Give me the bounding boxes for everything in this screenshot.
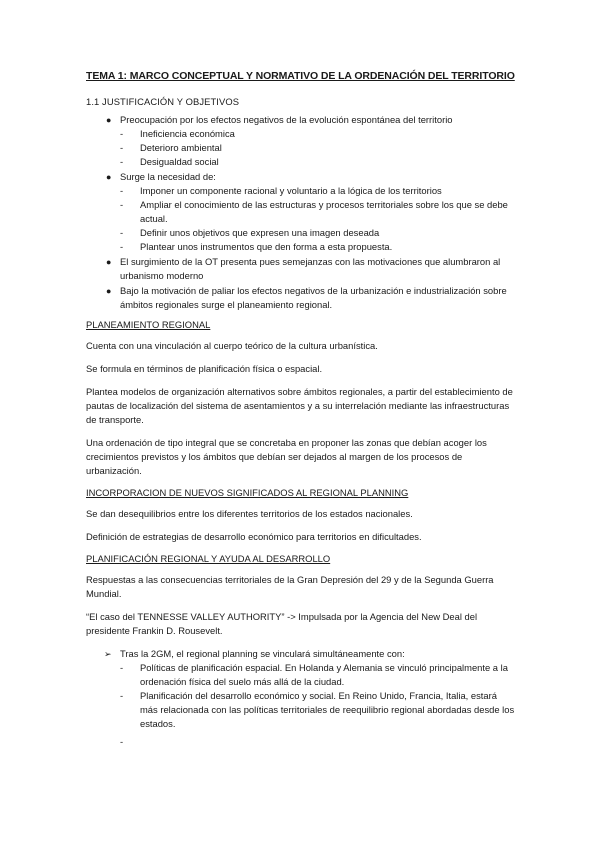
paragraph: Una ordenación de tipo integral que se concretaba en proponer las zonas que debían acoger los crecimientos previstos y los ámbitos que debían ser dejados al margen de los procesos de urbanización. bbox=[86, 437, 487, 476]
dash-icon: - bbox=[120, 227, 124, 238]
dash-icon: - bbox=[120, 241, 124, 252]
dash-icon: - bbox=[120, 185, 124, 196]
sub-list-item bbox=[120, 127, 516, 141]
sub-list bbox=[120, 127, 516, 169]
paragraph: Se formula en términos de planificación física o espacial. bbox=[86, 363, 323, 374]
dash-icon: - bbox=[120, 128, 124, 139]
list-item-text: Preocupación por los efectos negativos de la evolución espontánea del territorio bbox=[120, 114, 453, 125]
sub-list-item bbox=[120, 661, 516, 689]
objectives-list bbox=[86, 113, 516, 312]
sub-list bbox=[120, 661, 516, 747]
sub-list-item bbox=[120, 184, 516, 198]
sub-list-item-text: Ineficiencia económica bbox=[140, 128, 235, 139]
paragraph: Cuenta con una vinculación al cuerpo teórico de la cultura urbanística. bbox=[86, 340, 378, 351]
list-item bbox=[86, 284, 516, 312]
sub-list-item bbox=[120, 141, 516, 155]
document-title: TEMA 1: MARCO CONCEPTUAL Y NORMATIVO DE LA ORDENACIÓN DEL TERRITORIO bbox=[86, 70, 515, 82]
dash-icon: - bbox=[120, 662, 124, 673]
sub-list-item bbox=[120, 226, 516, 240]
bullet-icon: ● bbox=[106, 172, 112, 182]
bullet-icon: ● bbox=[106, 286, 112, 296]
list-item bbox=[86, 170, 516, 254]
sub-list-item bbox=[120, 155, 516, 169]
sub-list bbox=[120, 184, 516, 254]
sub-list-item bbox=[120, 240, 516, 254]
list-item-text: El surgimiento de la OT presenta pues semejanzas con las motivaciones que alumbraron al urbanismo moderno bbox=[120, 256, 501, 281]
section-heading-planificacion-regional: PLANIFICACIÓN REGIONAL Y AYUDA AL DESARROLLO bbox=[86, 553, 331, 564]
dash-icon: - bbox=[120, 690, 124, 701]
sub-list-item-text: Definir unos objetivos que expresen una imagen deseada bbox=[140, 227, 380, 238]
paragraph: “El caso del TENNESSE VALLEY AUTHORITY” -> Impulsada por la Agencia del New Deal del presidente Frankin D. Rousevelt. bbox=[86, 611, 478, 636]
paragraph: Se dan desequilibrios entre los diferentes territorios de los estados nacionales. bbox=[86, 508, 413, 519]
sub-list-item-text: Desigualdad social bbox=[140, 156, 219, 167]
bullet-icon: ● bbox=[106, 115, 112, 125]
list-item-text: Surge la necesidad de: bbox=[120, 171, 216, 182]
sub-list-item-text: Imponer un componente racional y voluntario a la lógica de los territorios bbox=[140, 185, 442, 196]
dash-icon: - bbox=[120, 736, 124, 747]
list-item bbox=[86, 255, 516, 283]
bullet-icon: ● bbox=[106, 257, 112, 267]
sub-list-item-text: Deterioro ambiental bbox=[140, 142, 222, 153]
sub-list-item-text: Ampliar el conocimiento de las estructuras y procesos territoriales sobre los que se debe actual. bbox=[140, 199, 508, 224]
document-page bbox=[86, 70, 516, 747]
paragraph: Plantea modelos de organización alternativos sobre ámbitos regionales, a partir del establecimiento de pautas de localización del sistema de asentamientos y a su interrelación mediante las infraestructuras de transporte. bbox=[86, 386, 513, 425]
dash-icon: - bbox=[120, 199, 124, 210]
list-item bbox=[86, 113, 516, 169]
sub-list-item-text: Planificación del desarrollo económico y social. En Reino Unido, Francia, Italia, estará más relacionada con las políticas territoriales de reequilibrio regional abordadas desde los estados. bbox=[140, 690, 515, 729]
arrow-bullet-icon: ➢ bbox=[104, 649, 112, 659]
arrow-list-item bbox=[86, 647, 516, 747]
paragraph: Respuestas a las consecuencias territoriales de la Gran Depresión del 29 y de la Segunda Guerra Mundial. bbox=[86, 574, 494, 599]
sub-list-item bbox=[120, 198, 516, 226]
arrow-list-item-text: Tras la 2GM, el regional planning se vinculará simultáneamente con: bbox=[120, 648, 405, 659]
section-heading-justificacion: 1.1 JUSTIFICACIÓN Y OBJETIVOS bbox=[86, 96, 240, 107]
sub-list-item bbox=[120, 689, 516, 731]
paragraph: Definición de estrategias de desarrollo económico para territorios en dificultades. bbox=[86, 531, 422, 542]
sub-list-item-text: Políticas de planificación espacial. En Holanda y Alemania se vinculó principalmente a la ordenación física del suelo más allá de la ciudad. bbox=[140, 662, 508, 687]
dash-icon: - bbox=[120, 156, 124, 167]
sub-list-item-text: Plantear unos instrumentos que den forma a esta propuesta. bbox=[140, 241, 393, 252]
section-heading-planeamiento-regional: PLANEAMIENTO REGIONAL bbox=[86, 319, 211, 330]
arrow-list bbox=[86, 647, 516, 747]
dash-icon: - bbox=[120, 142, 124, 153]
list-item-text: Bajo la motivación de paliar los efectos negativos de la urbanización e industrialización sobre ámbitos regionales surge el planeamiento regional. bbox=[120, 285, 507, 310]
section-heading-incorporacion: INCORPORACION DE NUEVOS SIGNIFICADOS AL REGIONAL PLANNING bbox=[86, 487, 409, 498]
